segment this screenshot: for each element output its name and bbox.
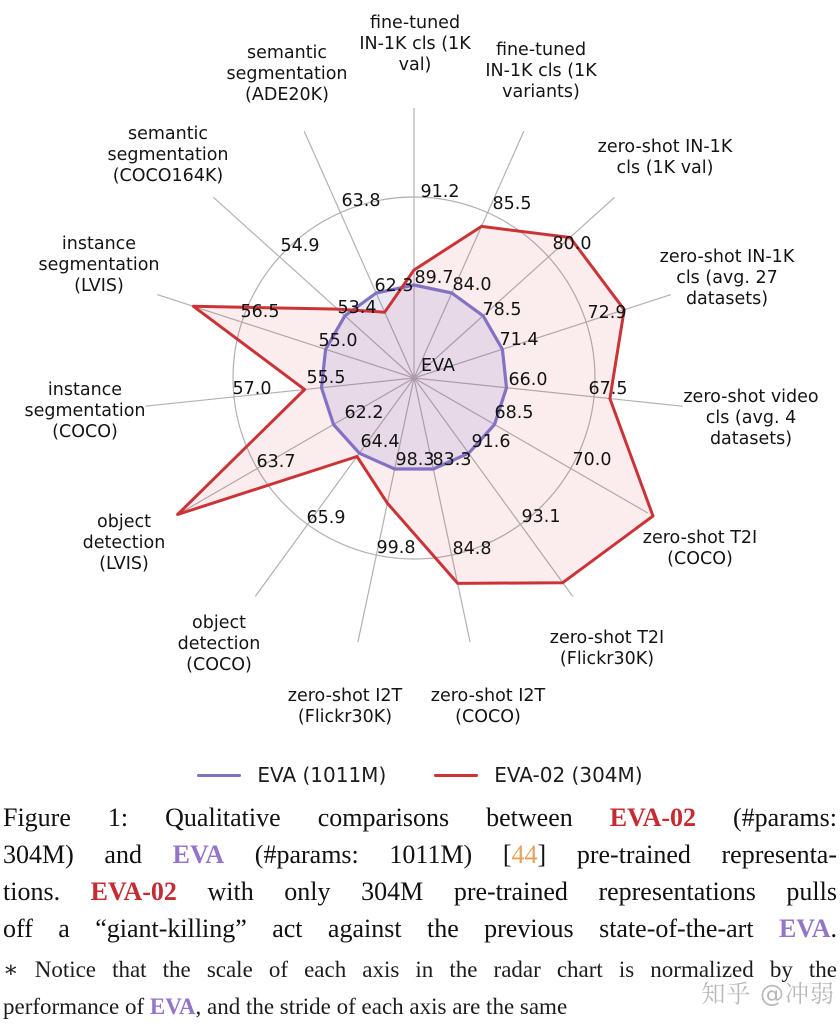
eva02-value-label: 91.2 — [420, 182, 460, 202]
eva-value-label: 55.5 — [306, 368, 346, 388]
caption-red-term: EVA-02 — [609, 803, 696, 832]
axis-label: object detection (COCO) — [177, 613, 261, 675]
caption-text: 304M) and — [3, 840, 173, 869]
eva-value-label: 71.4 — [499, 330, 539, 350]
eva02-value-label: 72.9 — [587, 303, 627, 323]
axis-label: instance segmentation (COCO) — [24, 380, 146, 442]
axis-label: zero-shot I2T (COCO) — [430, 686, 546, 727]
text-line — [3, 799, 837, 836]
axis-label: zero-shot T2I (Flickr30K) — [549, 628, 665, 669]
eva02-line-swatch — [434, 774, 478, 777]
eva02-value-label: 63.8 — [341, 191, 381, 211]
caption-text: with only 304M pre-trained representations pulls — [176, 877, 837, 906]
eva02-value-label: 70.0 — [572, 450, 612, 470]
eva-value-label: 83.3 — [432, 450, 472, 470]
caption-purple-term: EVA — [149, 994, 196, 1019]
eva02-value-label: 54.9 — [280, 236, 320, 256]
caption-text: performance of — [3, 994, 150, 1019]
eva-value-label: 62.2 — [344, 403, 384, 423]
watermark: 知乎 @冲弱 — [701, 980, 835, 1008]
eva-value-label: 84.0 — [452, 275, 492, 295]
eva-value-label: 89.7 — [414, 268, 454, 288]
eva-value-label: 64.4 — [360, 432, 400, 452]
legend-label-eva02: EVA-02 (304M) — [494, 763, 643, 787]
caption-text: (#params: 1011M) [ — [224, 840, 512, 869]
legend-label-eva: EVA (1011M) — [257, 763, 387, 787]
caption-text: off a “giant-killing” act against the previous state-of-the-art — [3, 914, 779, 943]
eva02-value-label: 56.5 — [240, 302, 280, 322]
text-line — [3, 910, 837, 947]
eva-line-swatch — [197, 774, 241, 777]
caption-text: tions. — [3, 877, 91, 906]
text-line — [3, 873, 837, 910]
figure-caption — [3, 799, 837, 947]
eva02-value-label: 84.8 — [452, 539, 492, 559]
eva02-value-label: 80.0 — [552, 234, 592, 254]
eva-value-label: 53.4 — [337, 298, 377, 318]
eva02-value-label: 93.1 — [521, 507, 561, 527]
eva-value-label: 55.0 — [318, 331, 358, 351]
caption-text: ] pre-trained representa- — [537, 840, 837, 869]
eva-value-label: 66.0 — [508, 370, 548, 390]
caption-text: , and the stride of each axis are the same — [195, 994, 568, 1019]
axis-label: zero-shot IN-1K cls (avg. 27 datasets) — [659, 247, 795, 309]
caption-text: Figure 1: Qualitative comparisons between — [3, 803, 610, 832]
eva02-value-label: 65.9 — [306, 508, 346, 528]
eva02-value-label: 85.5 — [492, 194, 532, 214]
axis-label: instance segmentation (LVIS) — [38, 234, 160, 296]
caption-red-term: EVA-02 — [90, 877, 177, 906]
axis-label: semantic segmentation (ADE20K) — [226, 43, 348, 105]
axis-label: fine-tuned IN-1K cls (1K val) — [359, 13, 471, 75]
center-label: EVA — [421, 356, 455, 376]
legend-item-eva02 — [434, 763, 642, 787]
axis-label: zero-shot video cls (avg. 4 datasets) — [683, 387, 819, 449]
eva02-value-label: 57.0 — [232, 379, 272, 399]
caption-text: (#params: — [696, 803, 837, 832]
axis-label: zero-shot T2I (COCO) — [642, 528, 758, 569]
legend-item-eva — [197, 763, 386, 787]
caption-text: ∗ Notice that the scale of each axis in the radar chart is normalized by the — [3, 957, 837, 982]
eva02-value-label: 99.8 — [376, 538, 416, 558]
eva-value-label: 78.5 — [482, 300, 522, 320]
caption-cite-term: 44 — [511, 840, 538, 869]
axis-label: object detection (LVIS) — [82, 512, 166, 574]
axis-label: semantic segmentation (COCO164K) — [107, 124, 229, 186]
eva-value-label: 68.5 — [494, 403, 534, 423]
text-line — [3, 836, 837, 873]
eva-value-label: 62.3 — [374, 276, 414, 296]
eva02-value-label: 67.5 — [588, 379, 628, 399]
eva-value-label: 98.3 — [395, 450, 435, 470]
axis-label: fine-tuned IN-1K cls (1K variants) — [485, 40, 597, 102]
caption-purple-term: EVA — [172, 840, 225, 869]
axis-label: zero-shot IN-1K cls (1K val) — [597, 137, 733, 178]
chart-legend — [0, 760, 840, 790]
eva02-value-label: 63.7 — [256, 452, 296, 472]
axis-label: zero-shot I2T (Flickr30K) — [287, 686, 403, 727]
caption-purple-term: EVA — [778, 914, 831, 943]
caption-text: . — [830, 914, 837, 943]
eva-value-label: 91.6 — [471, 432, 511, 452]
